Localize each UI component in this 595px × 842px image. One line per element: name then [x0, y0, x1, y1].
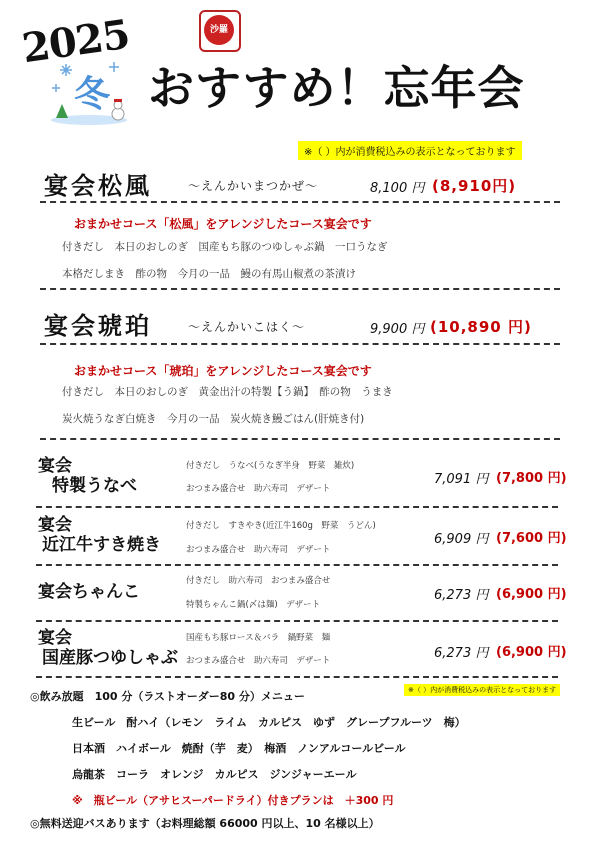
year-title: 2025: [19, 10, 133, 73]
tree-icon: [56, 104, 68, 118]
sub-plan-items: 付きだし すきやき(近江牛160g 野菜 うどん): [186, 521, 376, 531]
sub-plan-name: 宴会 国産豚つゆしゃぶ: [38, 628, 178, 668]
sub-plan-items: 付きだし うなべ(うなぎ半身 野菜 雑炊): [186, 461, 355, 471]
sub-plan-price-tax: (7,800 円): [496, 471, 567, 486]
dish-list: 本格だしまき 酢の物 今月の一品 鰻の有馬山椒煮の茶漬け: [62, 268, 356, 280]
sub-plan-name: 宴会 近江牛すき焼き: [38, 515, 161, 555]
page-title: おすすめ！忘年会: [148, 61, 525, 115]
divider: [40, 343, 560, 345]
plan-reading: ～えんかいこはく～: [188, 320, 306, 334]
sub-plan-price-tax: (6,900 円): [496, 645, 567, 660]
drinks-line: 日本酒 ハイボール 焼酎（芋 麦） 梅酒 ノンアルコールビール: [72, 742, 406, 755]
divider: [36, 564, 558, 566]
sub-plan-price-tax: (7,600 円): [496, 531, 567, 546]
sub-plan-items: 付きだし 助六寿司 おつまみ盛合せ: [186, 576, 331, 586]
sub-plan-price: 6,909 円: [434, 532, 489, 547]
restaurant-logo: 沙羅: [199, 10, 241, 52]
drinks-line: 烏龍茶 コーラ オレンジ カルピス ジンジャーエール: [72, 768, 357, 781]
drinks-line: 生ビール 酎ハイ（レモン ライム カルピス ゆず グレープフルーツ 梅）: [72, 716, 466, 729]
sub-plan-items: 特製ちゃんこ鍋(〆は麺) デザート: [186, 600, 321, 610]
course-description: おまかせコース「琥珀」をアレンジしたコース宴会です: [74, 364, 372, 378]
season-glyph: 冬: [74, 74, 111, 115]
snowman-icon: [112, 99, 124, 120]
plan-name-kohaku: 宴会琥珀: [44, 312, 152, 340]
divider: [36, 620, 558, 622]
divider: [40, 438, 560, 440]
tax-notice: ※（ ）内が消費税込みの表示となっております: [298, 141, 522, 160]
sub-plan-items: おつまみ盛合せ 助六寿司 デザート: [186, 656, 331, 666]
plan-price-tax: (8,910円): [432, 177, 517, 195]
plan-reading: ～えんかいまつかぜ～: [188, 179, 319, 193]
plan-price: 8,100 円: [370, 181, 425, 196]
sub-plan-items: おつまみ盛合せ 助六寿司 デザート: [186, 484, 331, 494]
divider: [36, 676, 558, 678]
shuttle-bus-note: ◎無料送迎バスあります（お料理総額 66000 円以上、10 名様以上）: [30, 817, 380, 830]
divider: [40, 201, 560, 203]
sub-plan-name: 宴会ちゃんこ: [38, 582, 140, 602]
plan-name-matsukaze: 宴会松風: [44, 172, 152, 200]
sub-plan-price: 6,273 円: [434, 588, 489, 603]
dish-list: 炭火焼うなぎ白焼き 今月の一品 炭火焼き鰻ごはん(肝焼き付): [62, 413, 365, 425]
sub-plan-price: 7,091 円: [434, 472, 489, 487]
sub-plan-items: 国産もち豚ロース＆バラ 鍋野菜 麺: [186, 633, 331, 643]
divider: [36, 506, 558, 508]
divider: [40, 288, 560, 290]
plan-price: 9,900 円: [370, 322, 425, 337]
plan-price-tax: (10,890 円): [430, 318, 532, 336]
winter-illustration: [48, 60, 130, 126]
sub-plan-price-tax: (6,900 円): [496, 587, 567, 602]
sub-plan-items: おつまみ盛合せ 助六寿司 デザート: [186, 545, 331, 555]
course-description: おまかせコース「松風」をアレンジしたコース宴会です: [74, 217, 372, 231]
sub-plan-name: 宴会 特製うなべ: [38, 456, 137, 496]
dish-list: 付きだし 本日のおしのぎ 黄金出汁の特製【う鍋】 酢の物 うまき: [62, 386, 393, 398]
drinks-header: ◎飲み放題 100 分（ラストオーダー80 分）メニュー: [30, 690, 305, 703]
dish-list: 付きだし 本日のおしのぎ 国産もち豚のつゆしゃぶ鍋 一口うなぎ: [62, 241, 388, 253]
tax-notice-small: ※（ ）内が消費税込みの表示となっております: [404, 684, 560, 696]
sub-plan-price: 6,273 円: [434, 646, 489, 661]
bottle-beer-note: ※ 瓶ビール（アサヒスーパードライ）付きプランは ＋300 円: [72, 794, 394, 807]
